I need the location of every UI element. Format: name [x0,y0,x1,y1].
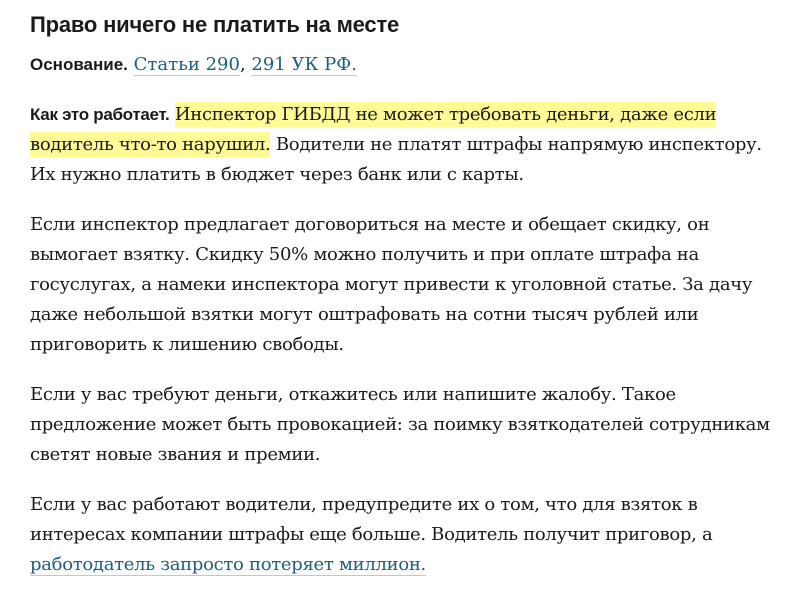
employer-warning-paragraph [30,490,770,580]
bribe-warning-paragraph: Если инспектор предлагает договориться на месте и обещает скидку, он вымогает взятку. Скидку 50% можно получить и при оплате штрафа на госуслугах, а намеки инспектора могут привести к уголовной статье. За дачу даже небольшой взятки могут оштрафовать на сотни тысяч рублей или приговорить к лишению свободы. [30,214,753,355]
how-it-works-label: Как это работает. [30,105,170,124]
article-title: Право ничего не платить на месте [30,12,400,37]
how-it-works-paragraph [30,100,770,190]
paragraph-text: Если у вас работают водители, предупредите их о том, что для взяток в интересах компании штрафы еще больше. Водитель получит приговор, а [30,494,713,545]
basis-label: Основание. [30,55,128,74]
law-article-291-link[interactable]: 291 УК РФ. [251,54,357,75]
employer-million-link[interactable]: работодатель запросто потеряет миллион. [30,554,426,575]
highlighted-text: Инспектор ГИБДД не может требовать деньги, даже если водитель что-то нарушил. [30,104,717,155]
basis-line [30,50,770,80]
basis-separator: , [239,54,252,75]
law-article-290-link[interactable]: Статьи 290 [133,54,240,75]
article [30,0,770,580]
paragraph-text: Водители не платят штрафы напрямую инспектору. Их нужно платить в бюджет через банк или с карты. [30,134,762,185]
refuse-advice-paragraph: Если у вас требуют деньги, откажитесь или напишите жалобу. Такое предложение может быть провокацией: за поимку взяткодателей сотрудникам светят новые звания и премии. [30,384,770,465]
